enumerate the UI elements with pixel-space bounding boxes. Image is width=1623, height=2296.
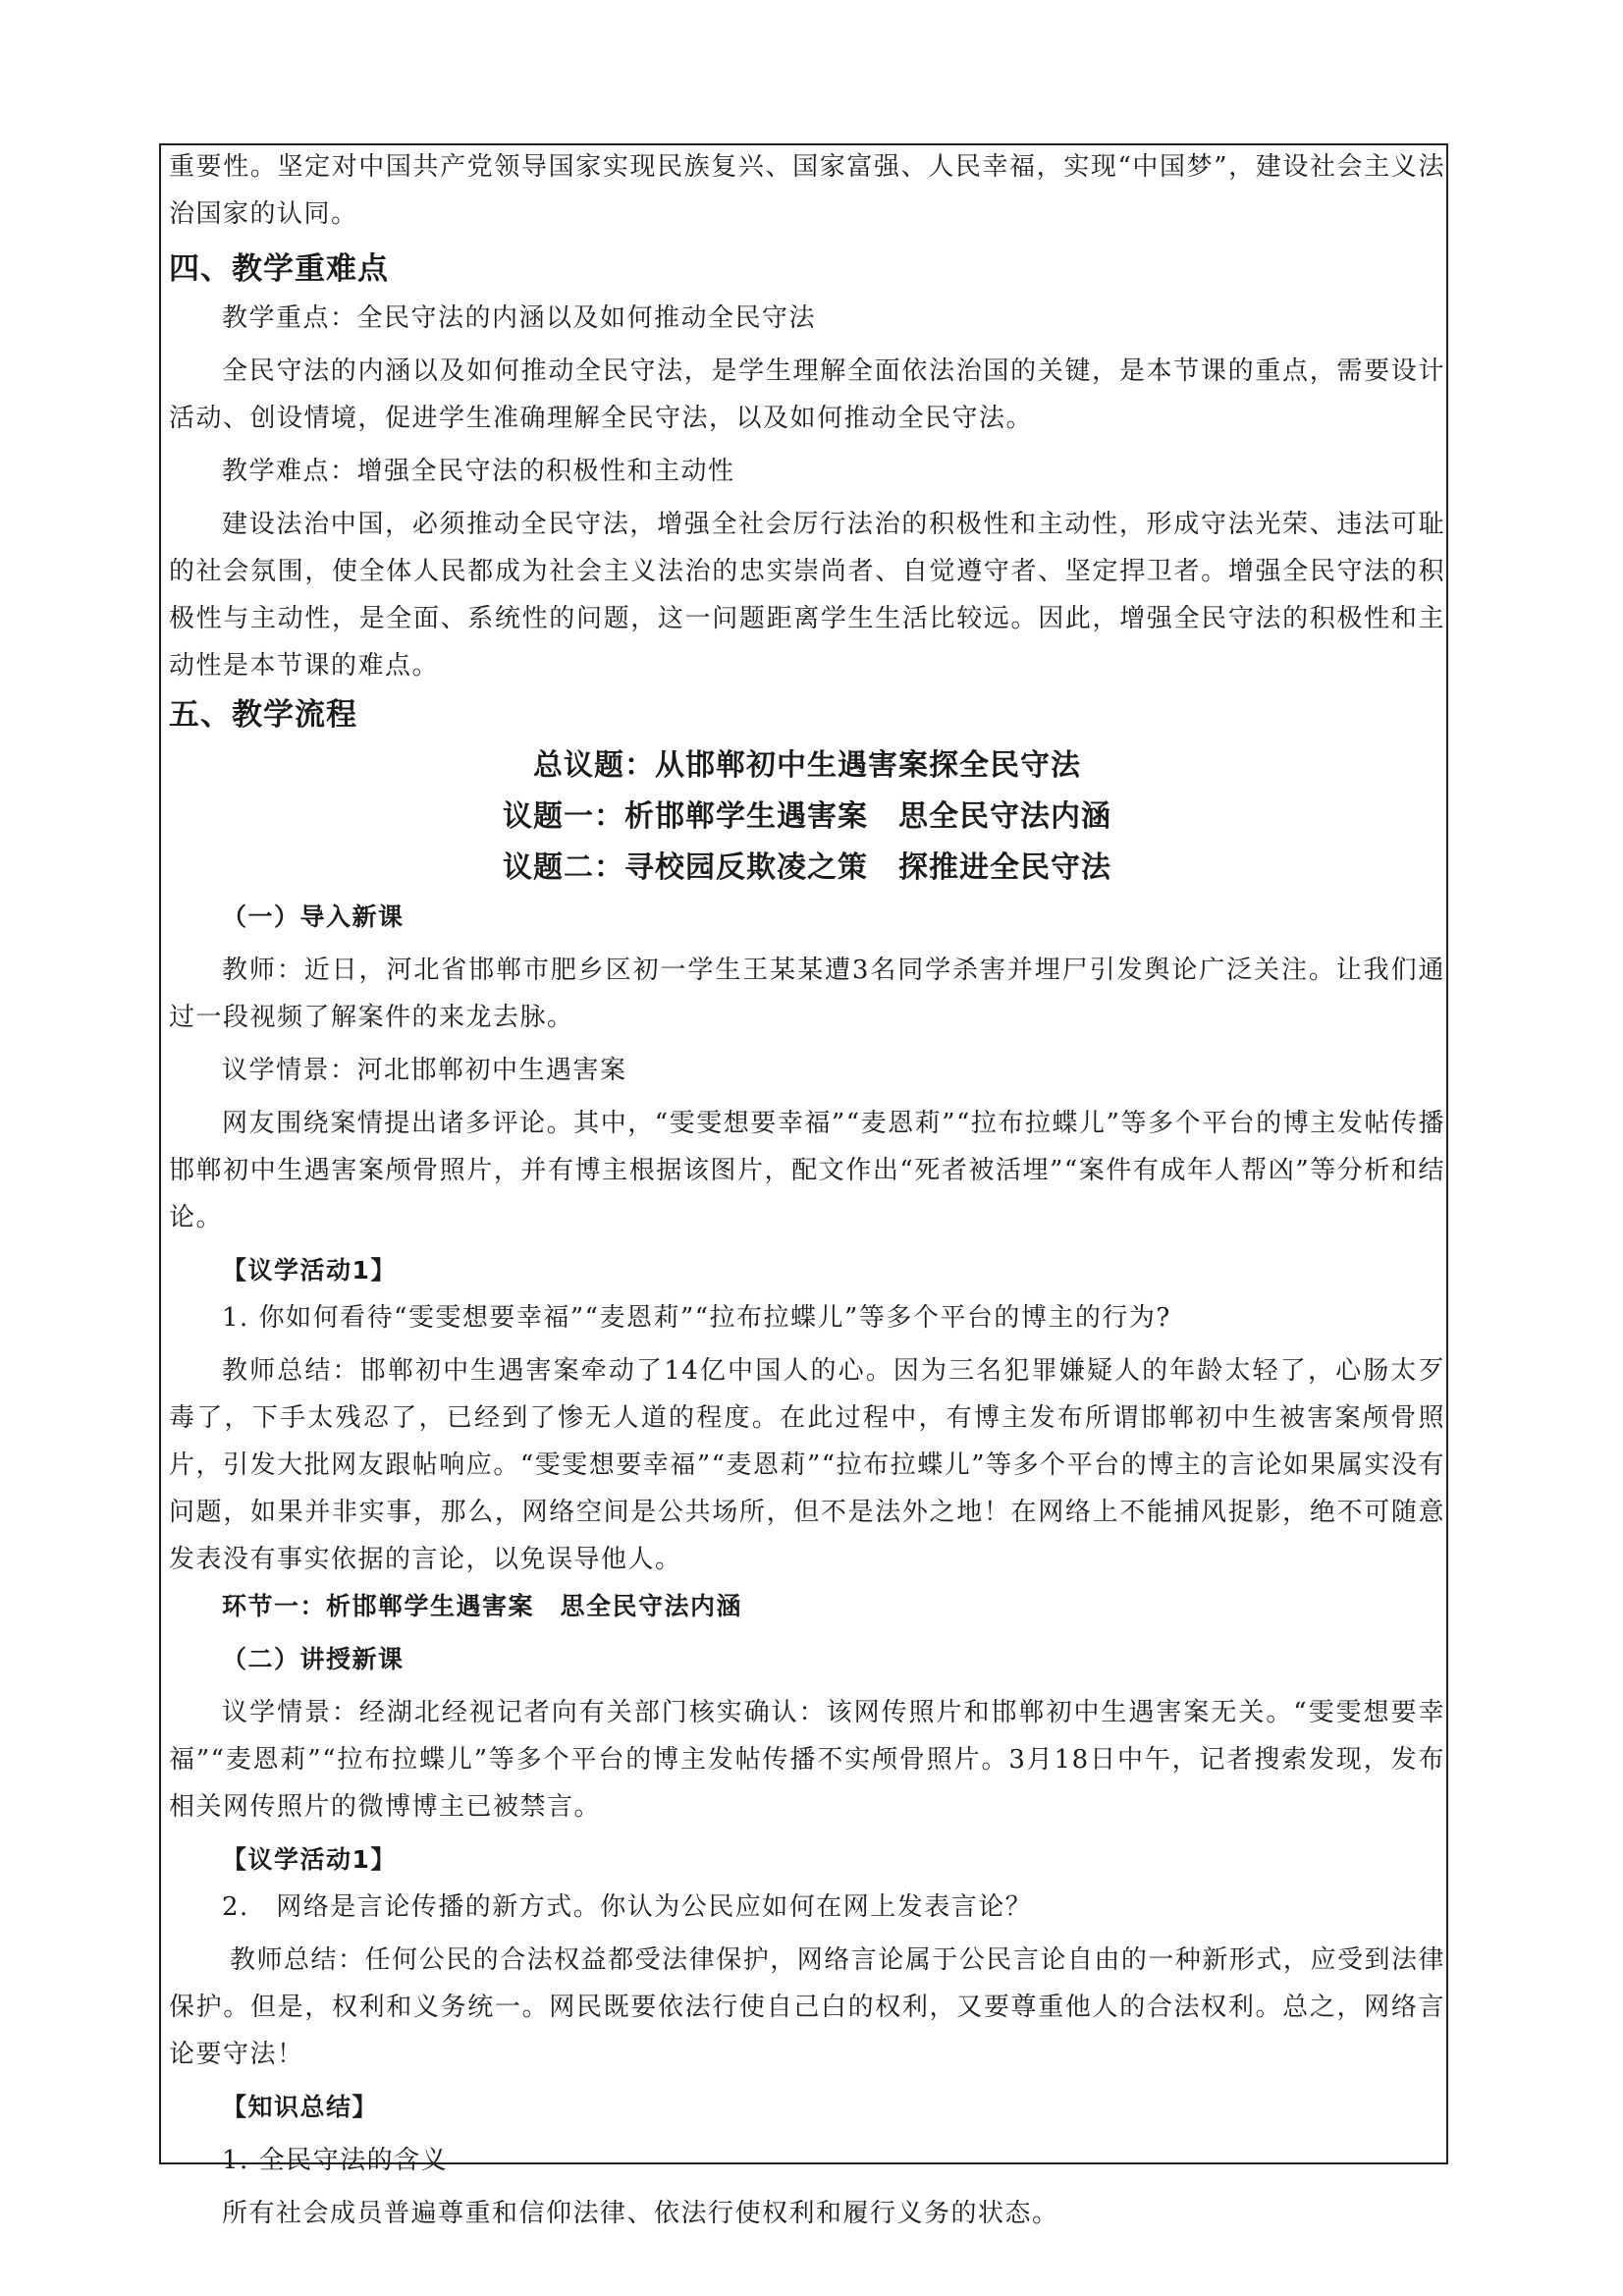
link-one-heading: 环节一：析邯郸学生遇害案 思全民守法内涵 <box>222 1592 743 1620</box>
activity-two-question: 2. 网络是言论传播的新方式。你认为公民应如何在网上发表言论？ <box>222 1892 1033 1922</box>
scenario-two: 议学情景：经湖北经视记者向有关部门核实确认：该网传照片和邯郸初中生遇害案无关。“雯雯想要幸福”“麦恩莉”“拉布拉蝶儿”等多个平台的博主发帖传播不实颅骨照片。3月18日中午，记者搜索发现，发布相关网传照片的微博博主已被禁言。 <box>169 1698 1445 1822</box>
main-topic-title: 总议题：从邯郸初中生遇害案探全民守法 <box>533 748 1081 783</box>
intro-paragraph: 重要性。坚定对中国共产党领导国家实现民族复兴、国家富强、人民幸福，实现“中国梦”，建设社会主义法治国家的认同。 <box>169 152 1445 229</box>
teacher-intro: 教师：近日，河北省邯郸市肥乡区初一学生王某某遭3名同学杀害并埋尸引发舆论广泛关注。让我们通过一段视频了解案件的来龙去脉。 <box>169 956 1445 1032</box>
activity-one-label: 【议学活动1】 <box>222 1256 397 1285</box>
focus-label: 教学重点：全民守法的内涵以及如何推动全民守法 <box>222 303 817 333</box>
difficulty-label: 教学难点：增强全民守法的积极性和主动性 <box>222 457 735 486</box>
difficulty-text: 建设法治中国，必须推动全民守法，增强全社会厉行法治的积极性和主动性，形成守法光荣、违法可耻的社会氛围，使全体人民都成为社会主义法治的忠实崇尚者、自觉遵守者、坚定捍卫者。增强全民守法的积极性与主动性，是全面、系统性的问题，这一问题距离学生生活比较远。因此，增强全民守法的积极性和主动性是本节课的难点。 <box>169 510 1445 681</box>
part-heading-intro: （一）导入新课 <box>222 902 405 931</box>
activity-one-question: 1. 你如何看待“雯雯想要幸福”“麦恩莉”“拉布拉蝶儿”等多个平台的博主的行为? <box>222 1303 1171 1333</box>
scenario-one-text: 网友围绕案情提出诸多评论。其中，“雯雯想要幸福”“麦恩莉”“拉布拉蝶儿”等多个平台的博主发帖传播邯郸初中生遇害案颅骨照片，并有博主根据该图片，配文作出“死者被活埋”“案件有成年人帮凶”等分析和结论。 <box>169 1109 1445 1232</box>
section-heading-4: 四、教学重难点 <box>169 251 389 287</box>
knowledge-summary-label: 【知识总结】 <box>222 2093 379 2121</box>
topic-one-title: 议题一：析邯郸学生遇害案 思全民守法内涵 <box>503 799 1111 834</box>
knowledge-item-1: 1. 全民守法的含义 <box>222 2146 449 2175</box>
knowledge-item-1-text: 所有社会成员普遍尊重和信仰法律、依法行使权利和履行义务的状态。 <box>222 2199 1059 2228</box>
document-content <box>169 143 1445 2237</box>
activity-two-label: 【议学活动1】 <box>222 1845 397 1874</box>
part-heading-teaching: （二）讲授新课 <box>222 1645 405 1673</box>
topic-two-title: 议题二：寻校园反欺凌之策 探推进全民守法 <box>503 850 1111 885</box>
scenario-one: 议学情景：河北邯郸初中生遇害案 <box>222 1056 627 1085</box>
teacher-summary-two: 教师总结：任何公民的合法权益都受法律保护，网络言论属于公民言论自由的一种新形式，应受到法律保护。但是，权利和义务统一。网民既要依法行使自己白的权利，又要尊重他人的合法权利。总之，网络言论要守法！ <box>169 1945 1445 2069</box>
focus-text: 全民守法的内涵以及如何推动全民守法，是学生理解全面依法治国的关键，是本节课的重点，需要设计活动、创设情境，促进学生准确理解全民守法，以及如何推动全民守法。 <box>169 356 1445 433</box>
section-heading-5: 五、教学流程 <box>169 697 357 733</box>
teacher-summary-one: 教师总结：邯郸初中生遇害案牵动了14亿中国人的心。因为三名犯罪嫌疑人的年龄太轻了，心肠太歹毒了，下手太残忍了，已经到了惨无人道的程度。在此过程中，有博主发布所谓邯郸初中生被害案颅骨照片，引发大批网友跟帖响应。“雯雯想要幸福”“麦恩莉”“拉布拉蝶儿”等多个平台的博主的言论如果属实没有问题，如果并非实事，那么，网络空间是公共场所，但不是法外之地！在网络上不能捕风捉影，绝不可随意发表没有事实依据的言论，以免误导他人。 <box>169 1356 1445 1574</box>
